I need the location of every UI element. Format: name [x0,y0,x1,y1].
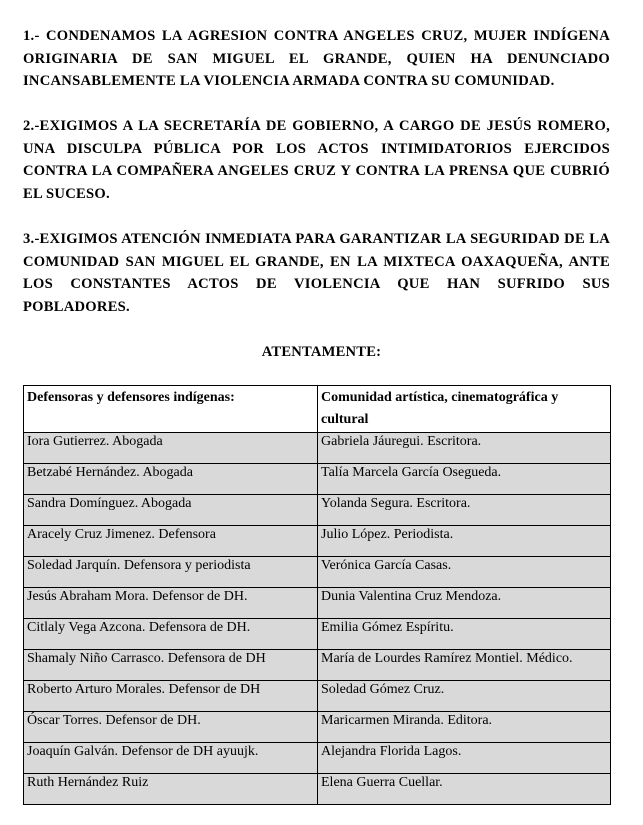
table-row [24,619,611,650]
table-row [24,433,611,464]
table-cell: Betzabé Hernández. Abogada [24,464,318,495]
table-header-row [24,386,611,433]
table-cell: Aracely Cruz Jimenez. Defensora [24,526,318,557]
table-cell: Jesús Abraham Mora. Defensor de DH. [24,588,318,619]
table-cell: Verónica García Casas. [318,557,611,588]
table-cell: Julio López. Periodista. [318,526,611,557]
closing-salutation: ATENTAMENTE: [261,344,382,360]
table-cell: Soledad Gómez Cruz. [318,681,611,712]
table-cell: Shamaly Niño Carrasco. Defensora de DH [24,650,318,681]
header-indigenous-defenders: Defensoras y defensores indígenas: [24,386,318,433]
table-row [24,650,611,681]
demand-paragraph-1: 1.- CONDENAMOS LA AGRESION CONTRA ANGELES CRUZ, MUJER INDÍGENA ORIGINARIA DE SAN MIGUEL EL GRANDE, QUIEN HA DENUNCIADO INCANSABLEMENTE LA VIOLENCIA ARMADA CONTRA SU COMUNIDAD. [23,28,610,90]
table-cell: Maricarmen Miranda. Editora. [318,712,611,743]
table-row [24,495,611,526]
demand-paragraph-2: 2.-EXIGIMOS A LA SECRETARÍA DE GOBIERNO, A CARGO DE JESÚS ROMERO, UNA DISCULPA PÚBLICA POR LOS ACTOS INTIMIDATORIOS EJERCIDOS CONTRA LA COMPAÑERA ANGELES CRUZ Y CONTRA LA PRENSA QUE CUBRIÓ EL SUCESO. [23,118,610,202]
table-row [24,526,611,557]
table-row [24,681,611,712]
table-cell: Roberto Arturo Morales. Defensor de DH [24,681,318,712]
table-cell: Gabriela Jáuregui. Escritora. [318,433,611,464]
table-cell: Emilia Gómez Espíritu. [318,619,611,650]
table-cell: Óscar Torres. Defensor de DH. [24,712,318,743]
header-artistic-community: Comunidad artística, cinematográfica y cultural [318,386,611,433]
table-cell: Yolanda Segura. Escritora. [318,495,611,526]
table-cell: Ruth Hernández Ruiz [24,774,318,805]
table-cell: Joaquín Galván. Defensor de DH ayuujk. [24,743,318,774]
table-row [24,774,611,805]
signatories-table [23,385,611,805]
table-cell: Alejandra Florida Lagos. [318,743,611,774]
demand-paragraph-3: 3.-EXIGIMOS ATENCIÓN INMEDIATA PARA GARANTIZAR LA SEGURIDAD DE LA COMUNIDAD SAN MIGUEL EL GRANDE, EN LA MIXTECA OAXAQUEÑA, ANTE LOS CONSTANTES ACTOS DE VIOLENCIA QUE HAN SUFRIDO SUS POBLADORES. [23,231,610,315]
table-row [24,743,611,774]
table-cell: Dunia Valentina Cruz Mendoza. [318,588,611,619]
table-row [24,712,611,743]
table-cell: Elena Guerra Cuellar. [318,774,611,805]
table-row [24,464,611,495]
table-cell: Iora Gutierrez. Abogada [24,433,318,464]
table-row [24,557,611,588]
table-row [24,588,611,619]
table-cell: Sandra Domínguez. Abogada [24,495,318,526]
table-cell: Soledad Jarquín. Defensora y periodista [24,557,318,588]
table-cell: María de Lourdes Ramírez Montiel. Médico. [318,650,611,681]
table-cell: Talía Marcela García Osegueda. [318,464,611,495]
table-cell: Citlaly Vega Azcona. Defensora de DH. [24,619,318,650]
